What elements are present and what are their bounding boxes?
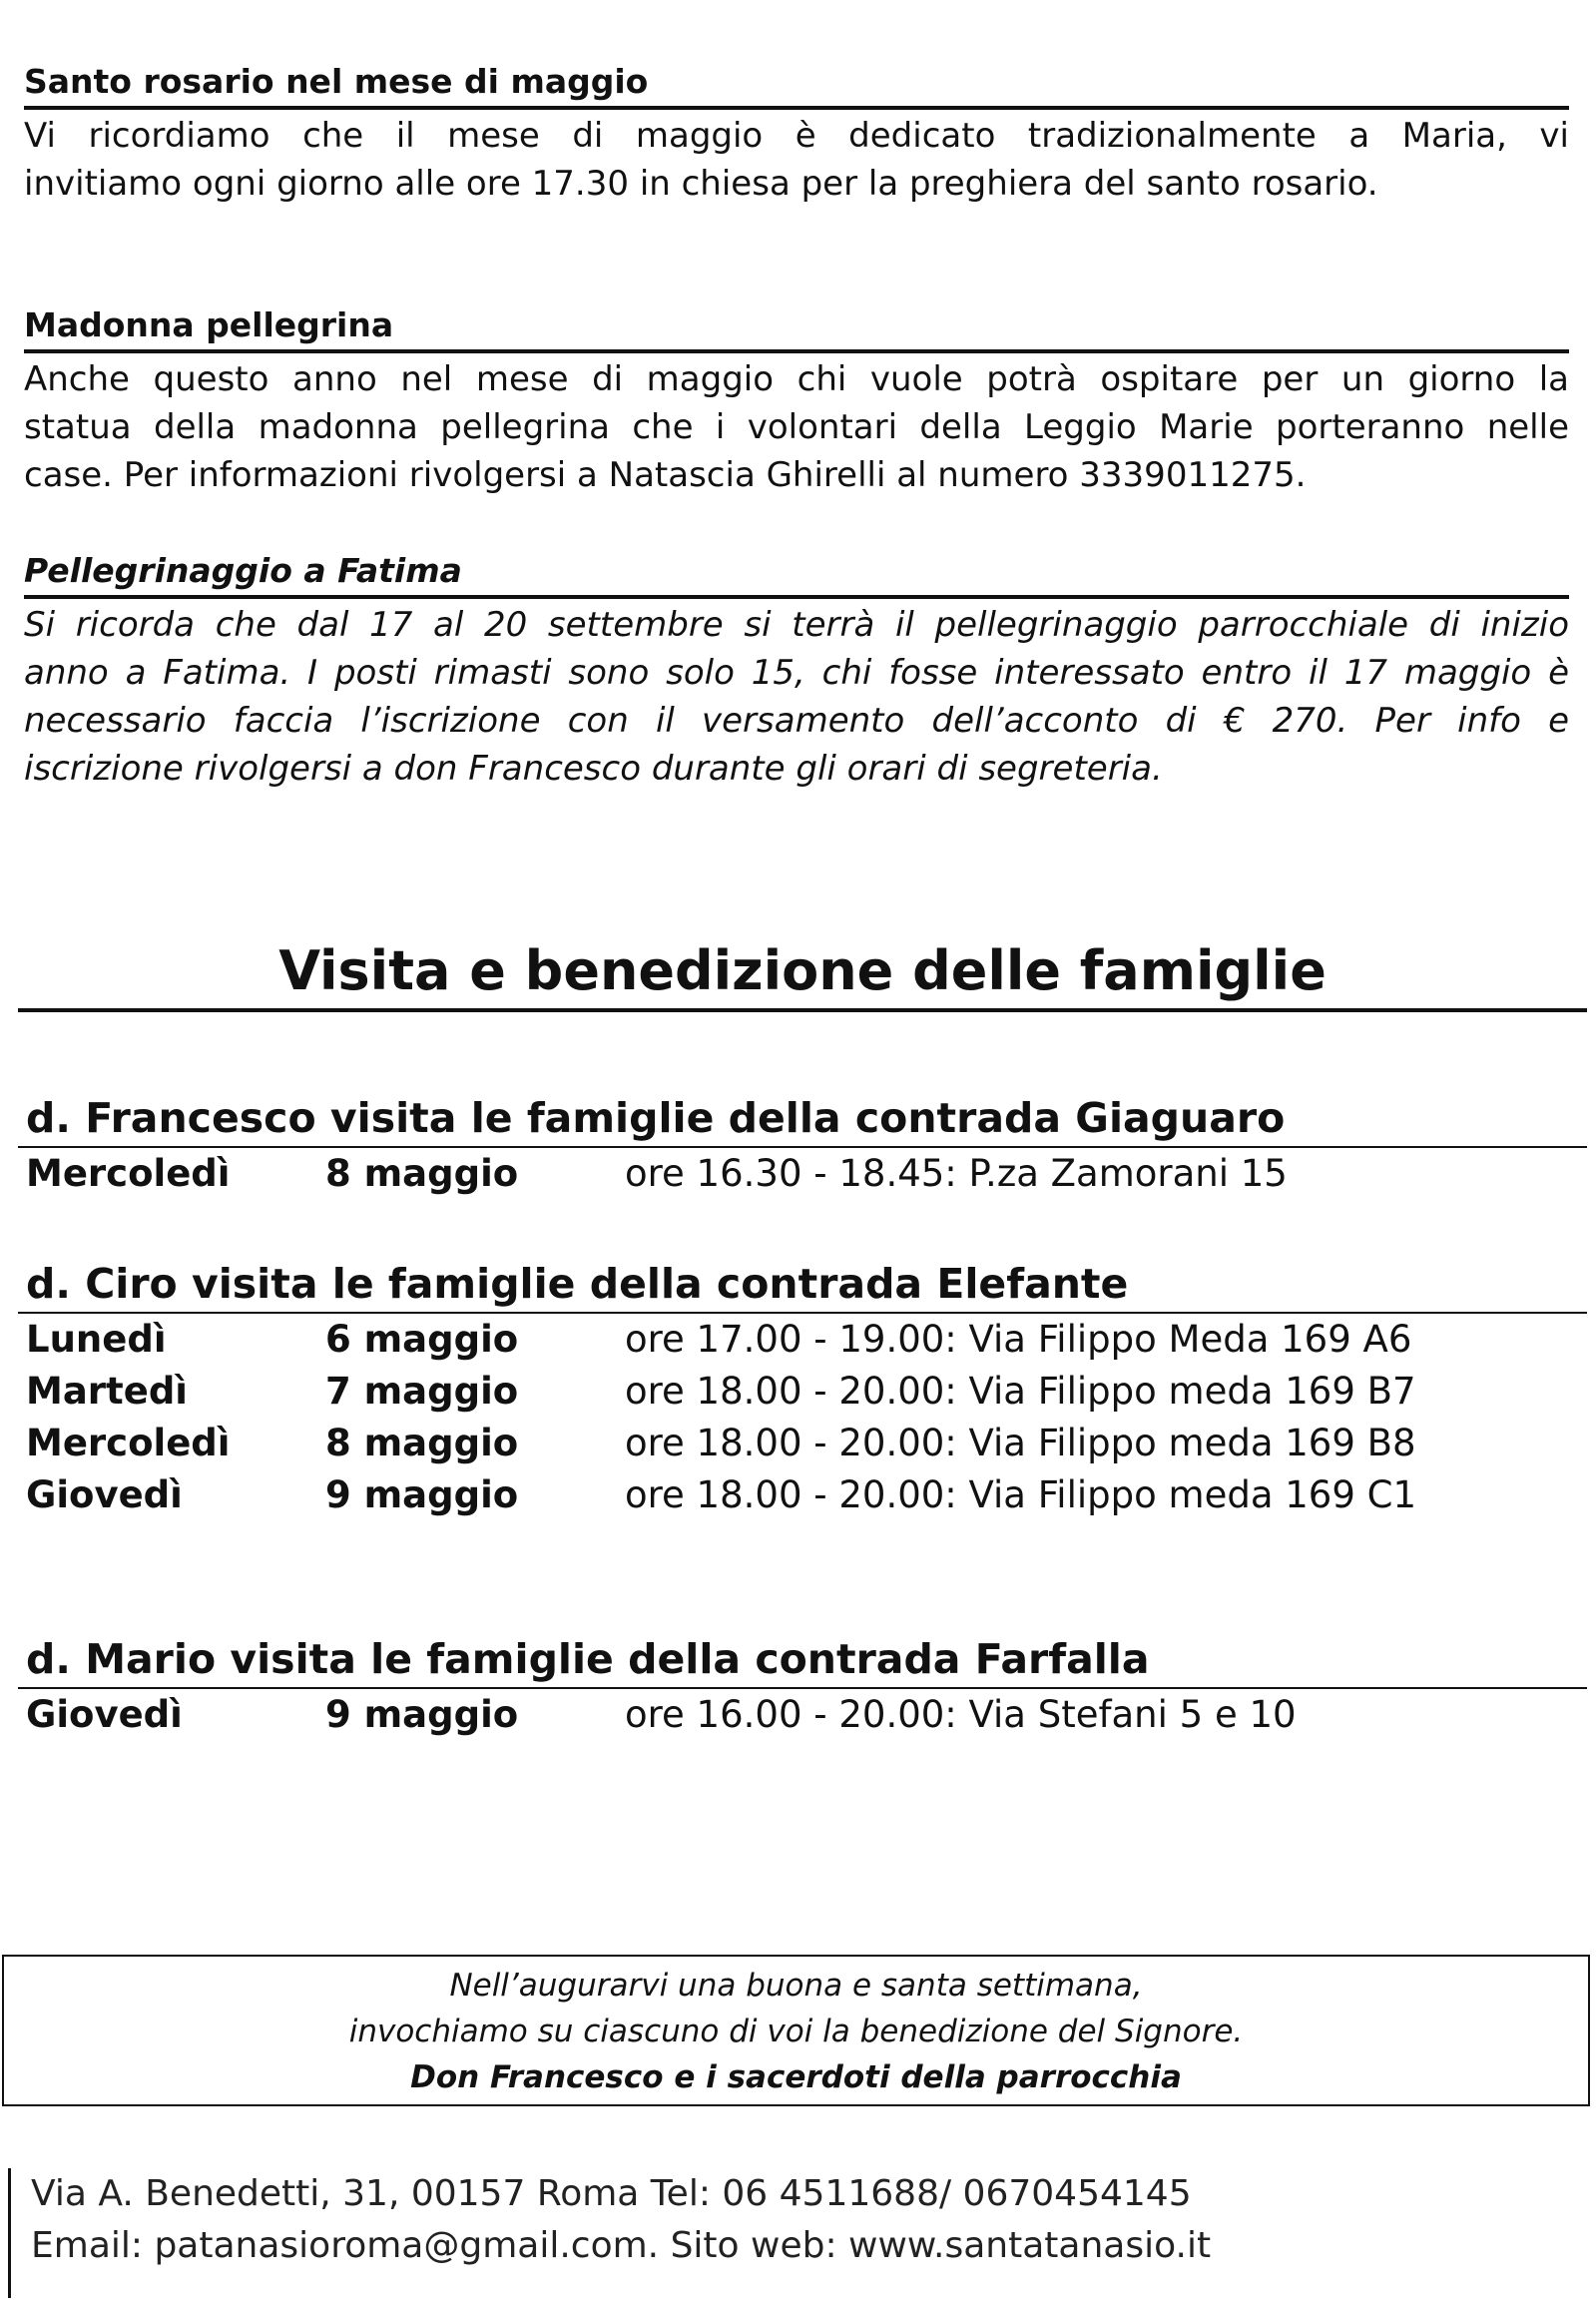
notice-line: necessario faccia l’iscrizione con il versamento dell’acconto di € 270. Per info e bbox=[24, 701, 1569, 741]
divider bbox=[18, 1008, 1587, 1012]
schedule-date: 8 maggio bbox=[325, 1152, 519, 1195]
closing-line: invochiamo su ciascuno di voi la benedizione del Signore. bbox=[348, 2014, 1244, 2049]
schedule-day: Giovedì bbox=[26, 1473, 183, 1516]
schedule-day: Giovedì bbox=[26, 1693, 183, 1736]
schedule-day: Mercoledì bbox=[26, 1152, 231, 1195]
closing-signature: Don Francesco e i sacerdoti della parrocchia bbox=[410, 2059, 1182, 2095]
divider bbox=[24, 106, 1569, 110]
schedule-day: Mercoledì bbox=[26, 1422, 231, 1464]
notice-title: Madonna pellegrina bbox=[24, 305, 394, 344]
notice-rosario bbox=[24, 60, 1569, 208]
schedule-row bbox=[18, 1469, 1587, 1521]
footer-contact: Email: patanasioroma@gmail.com. Sito web: www.santatanasio.it bbox=[31, 2225, 1212, 2266]
divider bbox=[24, 595, 1569, 599]
section-title: d. Mario visita le famiglie della contrada Farfalla bbox=[26, 1635, 1150, 1683]
schedule-row bbox=[18, 1689, 1587, 1741]
schedule-row bbox=[18, 1314, 1587, 1366]
notice-body bbox=[24, 601, 1569, 793]
schedule-date: 8 maggio bbox=[325, 1422, 519, 1464]
schedule-time-place: ore 16.30 - 18.45: P.za Zamorani 15 bbox=[625, 1152, 1288, 1195]
notice-line: Si ricorda che dal 17 al 20 settembre si terrà il pellegrinaggio parrocchiale di inizio bbox=[24, 605, 1569, 645]
notice-line: statua della madonna pellegrina che i volontari della Leggio Marie porteranno nelle bbox=[24, 407, 1569, 447]
schedule-time-place: ore 17.00 - 19.00: Via Filippo Meda 169 A6 bbox=[625, 1318, 1412, 1361]
section-title: d. Ciro visita le famiglie della contrada Elefante bbox=[26, 1260, 1129, 1308]
notice-body bbox=[24, 112, 1569, 208]
notice-line: invitiamo ogni giorno alle ore 17.30 in chiesa per la preghiera del santo rosario. bbox=[24, 164, 1378, 204]
schedule-date: 6 maggio bbox=[325, 1318, 519, 1361]
footer-address: Via A. Benedetti, 31, 00157 Roma Tel: 06 4511688/ 0670454145 bbox=[31, 2173, 1192, 2214]
notice-body bbox=[24, 355, 1569, 499]
section-title: d. Francesco visita le famiglie della contrada Giaguaro bbox=[26, 1094, 1286, 1142]
visit-section-farfalla bbox=[18, 1631, 1587, 1741]
notice-madonna-pellegrina bbox=[24, 303, 1569, 499]
visit-section-giaguaro bbox=[18, 1090, 1587, 1200]
footer-contacts bbox=[8, 2168, 1211, 2298]
schedule-time-place: ore 18.00 - 20.00: Via Filippo meda 169 B7 bbox=[625, 1370, 1416, 1413]
divider bbox=[24, 349, 1569, 353]
schedule-date: 9 maggio bbox=[325, 1473, 519, 1516]
notice-line: iscrizione rivolgersi a don Francesco durante gli orari di segreteria. bbox=[24, 749, 1163, 789]
notice-title: Santo rosario nel mese di maggio bbox=[24, 62, 649, 101]
notice-line: anno a Fatima. I posti rimasti sono solo 15, chi fosse interessato entro il 17 maggio è bbox=[24, 653, 1569, 693]
schedule-row bbox=[18, 1418, 1587, 1469]
notice-line: case. Per informazioni rivolgersi a Natascia Ghirelli al numero 3339011275. bbox=[24, 455, 1307, 495]
notice-title: Pellegrinaggio a Fatima bbox=[24, 551, 462, 590]
notice-line: Anche questo anno nel mese di maggio chi vuole potrà ospitare per un giorno la bbox=[24, 359, 1569, 399]
schedule-day: Lunedì bbox=[26, 1318, 167, 1361]
notice-line: Vi ricordiamo che il mese di maggio è dedicato tradizionalmente a Maria, vi bbox=[24, 116, 1569, 156]
closing-line: Nell’augurarvi una buona e santa settimana, bbox=[449, 1968, 1143, 2004]
page-title: Visita e benedizione delle famiglie bbox=[278, 939, 1327, 1002]
schedule-day: Martedì bbox=[26, 1370, 188, 1413]
schedule-date: 7 maggio bbox=[325, 1370, 519, 1413]
schedule-row bbox=[18, 1366, 1587, 1418]
closing-message-box bbox=[2, 1955, 1590, 2106]
visit-section-elefante bbox=[18, 1256, 1587, 1521]
schedule-date: 9 maggio bbox=[325, 1693, 519, 1736]
schedule-time-place: ore 16.00 - 20.00: Via Stefani 5 e 10 bbox=[625, 1693, 1297, 1736]
notice-pellegrinaggio-fatima bbox=[24, 549, 1569, 793]
schedule-row bbox=[18, 1148, 1587, 1200]
schedule-time-place: ore 18.00 - 20.00: Via Filippo meda 169 C1 bbox=[625, 1473, 1417, 1516]
schedule-time-place: ore 18.00 - 20.00: Via Filippo meda 169 B8 bbox=[625, 1422, 1416, 1464]
